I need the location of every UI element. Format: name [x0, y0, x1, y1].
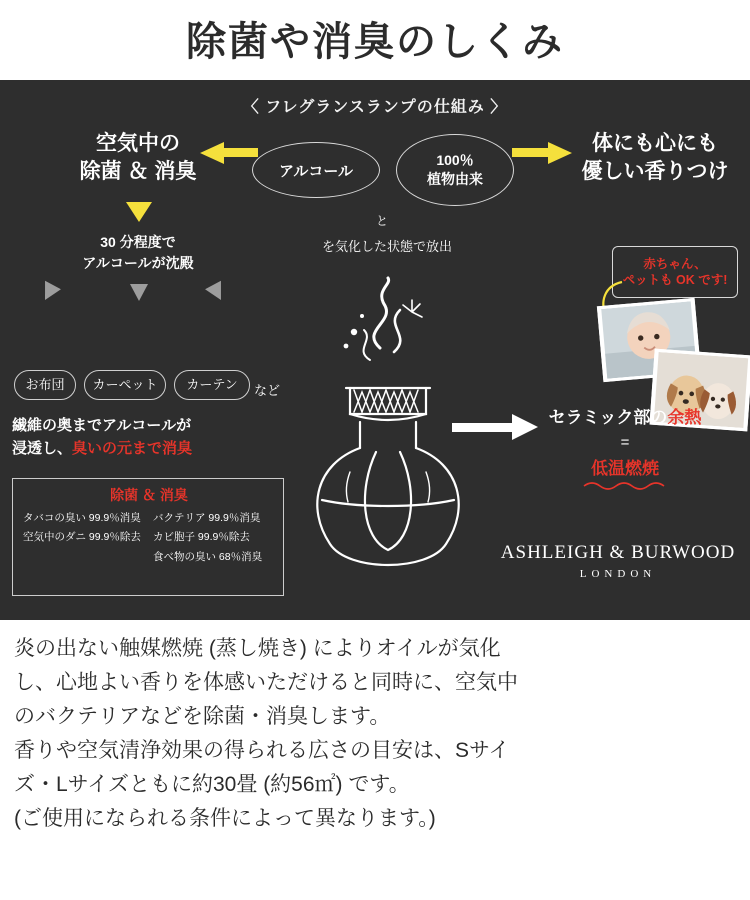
left-description-line2 — [12, 437, 272, 460]
bottom-line: ズ・Lサイズともに約30畳 (約56㎡) です。 — [14, 773, 410, 797]
yellow-right-arrow-shaft — [512, 148, 550, 157]
bubble-plant-line2: 植物由来 — [427, 171, 483, 187]
spec-item: バクテリア 99.9％消臭 — [153, 512, 261, 524]
right-headline-line1: 体にも心にも — [592, 132, 718, 155]
left-subtext — [40, 232, 236, 274]
brand-city: LONDON — [579, 568, 657, 580]
bottom-line: (ご使用になられる条件によって異なります。) — [14, 807, 436, 831]
center-connector-label: と — [376, 214, 389, 228]
spec-item: 食べ物の臭い 68％消臭 — [153, 550, 263, 563]
fabric-pill-suffix: など — [254, 383, 281, 398]
diagram-panel — [0, 80, 750, 620]
page-title: 除菌や消臭のしくみ — [186, 19, 564, 64]
panel-heading: 〈 フレグランスランプの仕組み 〉 — [242, 99, 508, 116]
equals-sign: = — [620, 434, 630, 451]
bottom-description — [14, 632, 740, 836]
center-emit-label: を気化した状態で放出 — [321, 239, 452, 254]
safety-callout-line2: ペットも OK です! — [622, 273, 728, 287]
ceramic-heat-red: 余熱 — [667, 408, 702, 427]
spec-title: 除菌 ＆ 消臭 — [110, 487, 188, 503]
underline-squiggle-icon — [582, 478, 674, 492]
right-headline — [560, 130, 750, 187]
left-description-line2-red: 臭いの元まで消臭 — [72, 440, 193, 458]
fabric-pill-carpet: カーペット — [84, 370, 166, 400]
yellow-left-arrow-icon — [200, 142, 224, 164]
spec-box — [12, 478, 284, 596]
yellow-left-arrow-shaft — [222, 148, 258, 157]
left-description-line2-plain: 浸透し、 — [12, 440, 73, 458]
fabric-pill-futon: お布団 — [14, 370, 76, 400]
bottom-line: 香りや空気清浄効果の得られる広さの目安は、Sサイ — [14, 739, 510, 763]
bubble-plant-origin — [396, 134, 514, 206]
brand-logo — [498, 542, 738, 580]
yellow-down-arrow-icon — [126, 202, 152, 222]
bottom-line: 炎の出ない触媒燃焼 (蒸し焼き) によりオイルが気化 — [14, 637, 501, 660]
spec-list-left — [23, 509, 147, 548]
grey-arrow-icon-3 — [205, 281, 229, 304]
spec-item: カビ胞子 99.9％除去 — [153, 531, 250, 544]
bubble-plant-line1: 100％ — [436, 152, 474, 169]
ceramic-heat-plain: セラミック部の — [548, 408, 668, 427]
safety-callout — [612, 246, 738, 298]
left-headline-line1: 空気中の — [96, 132, 180, 155]
bottom-line: し、心地よい香りを体感いただけると同時に、空気中 — [14, 671, 518, 695]
grey-arrow-icon-2 — [130, 284, 148, 301]
grey-arrow-icon-1 — [37, 281, 61, 304]
left-description-line1: 繊維の奥までアルコールが — [12, 417, 192, 434]
bubble-alcohol: アルコール — [252, 142, 380, 198]
spec-item: タバコの臭い 99.9％消臭 — [23, 512, 141, 524]
ceramic-heat-label — [500, 406, 750, 430]
left-headline-line2: 除菌 ＆ 消臭 — [79, 160, 197, 184]
fabric-pill-curtain: カーテン — [174, 370, 250, 400]
left-description — [12, 414, 272, 461]
brand-name: ASHLEIGH & BURWOOD — [500, 542, 736, 563]
bottom-line: のバクテリアなどを除菌・消臭します。 — [14, 705, 391, 729]
safety-callout-line1: 赤ちゃん、 — [643, 256, 707, 271]
left-subtext-line1: 30 分程度で — [100, 234, 176, 250]
right-headline-line2: 優しい香りつけ — [581, 160, 729, 184]
left-subtext-line2: アルコールが沈殿 — [82, 255, 194, 271]
low-temperature-burn-label: 低温燃焼 — [591, 459, 659, 478]
spec-item: 空気中のダニ 99.9％除去 — [23, 531, 141, 544]
spec-list-right — [153, 509, 281, 567]
